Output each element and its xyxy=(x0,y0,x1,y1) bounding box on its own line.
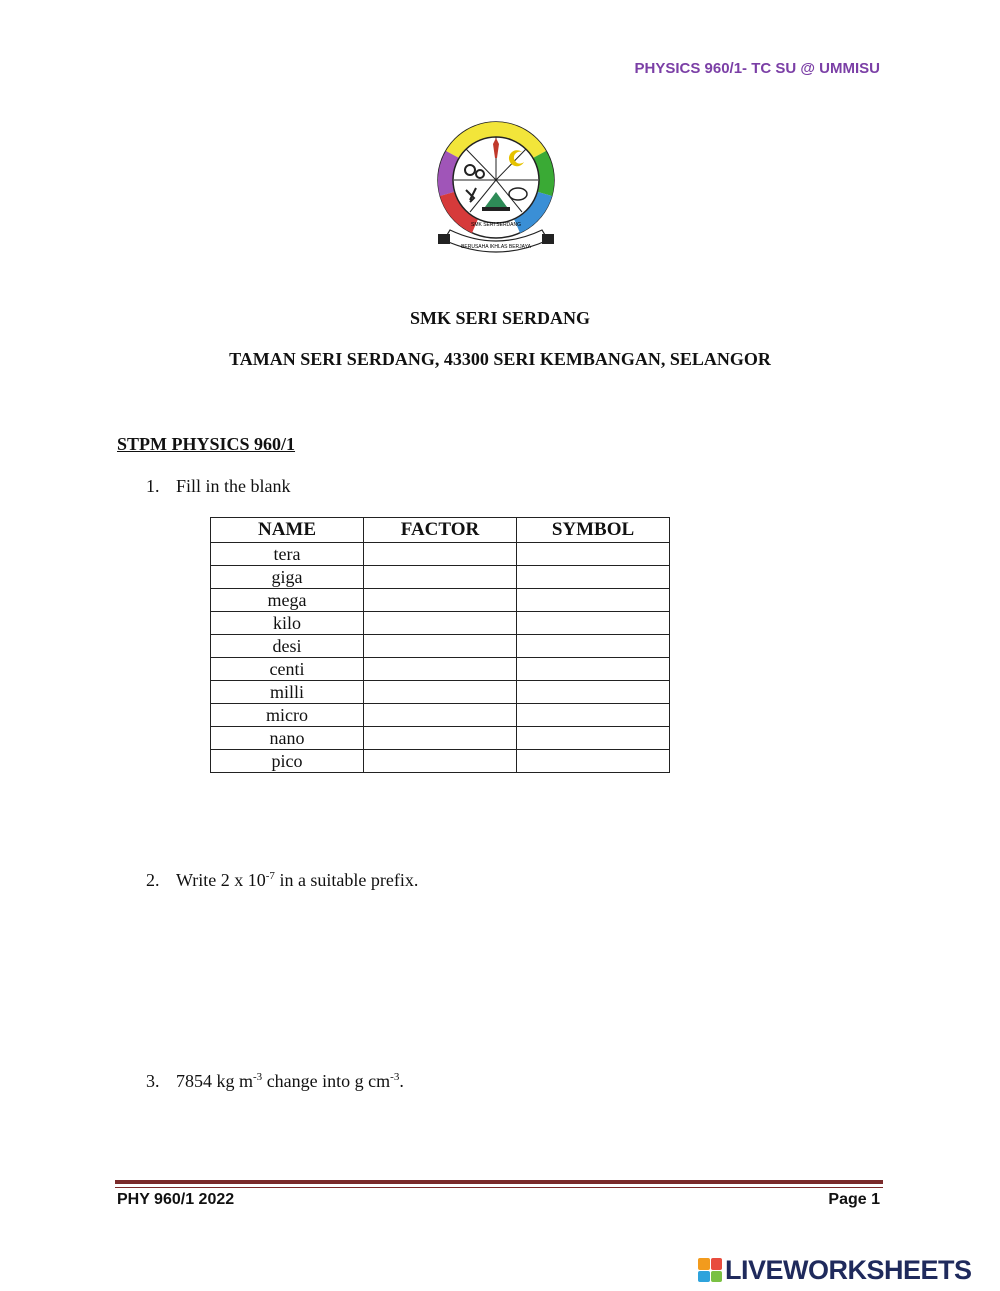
table-row xyxy=(211,612,670,635)
table-row xyxy=(211,681,670,704)
prefix-name: micro xyxy=(211,704,364,727)
prefix-table xyxy=(210,517,670,773)
symbol-blank[interactable] xyxy=(517,704,670,727)
prefix-name: giga xyxy=(211,566,364,589)
symbol-blank[interactable] xyxy=(517,635,670,658)
table-row xyxy=(211,750,670,773)
question-text-tail: . xyxy=(399,1071,404,1091)
section-title: STPM PHYSICS 960/1 xyxy=(117,434,296,454)
question-text: 7854 kg m xyxy=(176,1071,254,1091)
symbol-blank[interactable] xyxy=(517,543,670,566)
prefix-name: pico xyxy=(211,750,364,773)
crest-motto: BERUSAHA IKHLAS BERJAYA xyxy=(461,244,531,250)
symbol-blank[interactable] xyxy=(517,681,670,704)
brand-name: LIVEWORKSHEETS xyxy=(725,1254,972,1285)
symbol-blank[interactable] xyxy=(517,612,670,635)
question-1 xyxy=(146,476,291,497)
prefix-name: centi xyxy=(211,658,364,681)
table-row xyxy=(211,727,670,750)
symbol-blank[interactable] xyxy=(517,750,670,773)
header-factor: FACTOR xyxy=(364,518,517,543)
question-3 xyxy=(146,1071,404,1092)
factor-blank[interactable] xyxy=(364,543,517,566)
school-address: TAMAN SERI SERDANG, 43300 SERI KEMBANGAN, SELANGOR xyxy=(229,349,771,369)
prefix-name: tera xyxy=(211,543,364,566)
symbol-blank[interactable] xyxy=(517,727,670,750)
table-row xyxy=(211,704,670,727)
exponent: -7 xyxy=(265,870,275,882)
header-tag: PHYSICS 960/1- TC SU @ UMMISU xyxy=(634,60,880,77)
liveworksheets-icon xyxy=(698,1258,722,1282)
factor-blank[interactable] xyxy=(364,612,517,635)
footer-rule xyxy=(115,1180,883,1184)
prefix-name: desi xyxy=(211,635,364,658)
question-text: Write 2 x 10 xyxy=(176,870,266,890)
table-row xyxy=(211,658,670,681)
table-row xyxy=(211,543,670,566)
question-number: 3. xyxy=(146,1071,160,1091)
exponent: -3 xyxy=(390,1071,400,1083)
factor-blank[interactable] xyxy=(364,727,517,750)
prefix-name: kilo xyxy=(211,612,364,635)
page-number: Page 1 xyxy=(828,1191,880,1208)
factor-blank[interactable] xyxy=(364,589,517,612)
symbol-blank[interactable] xyxy=(517,566,670,589)
factor-blank[interactable] xyxy=(364,704,517,727)
school-name: SMK SERI SERDANG xyxy=(409,308,591,328)
table-row xyxy=(211,635,670,658)
header-name: NAME xyxy=(211,518,364,543)
header-symbol: SYMBOL xyxy=(517,518,670,543)
prefix-name: nano xyxy=(211,727,364,750)
factor-blank[interactable] xyxy=(364,750,517,773)
question-number: 2. xyxy=(146,870,160,890)
footer-rule-thin xyxy=(115,1187,883,1188)
symbol-blank[interactable] xyxy=(517,658,670,681)
footer-course-code: PHY 960/1 2022 xyxy=(117,1191,235,1208)
question-text: Fill in the blank xyxy=(176,476,291,496)
factor-blank[interactable] xyxy=(364,635,517,658)
factor-blank[interactable] xyxy=(364,658,517,681)
table-row xyxy=(211,589,670,612)
question-text-mid: change into g cm xyxy=(262,1071,391,1091)
factor-blank[interactable] xyxy=(364,681,517,704)
prefix-name: milli xyxy=(211,681,364,704)
table-row xyxy=(211,566,670,589)
liveworksheets-logo[interactable] xyxy=(698,1254,972,1286)
prefix-name: mega xyxy=(211,589,364,612)
symbol-blank[interactable] xyxy=(517,589,670,612)
exponent: -3 xyxy=(253,1071,263,1083)
factor-blank[interactable] xyxy=(364,566,517,589)
school-crest-icon xyxy=(430,112,562,260)
crest-banner: SMK SERI SERDANG xyxy=(470,222,522,228)
table-header-row xyxy=(211,518,670,543)
question-2 xyxy=(146,870,418,891)
question-text-tail: in a suitable prefix. xyxy=(274,870,419,890)
question-number: 1. xyxy=(146,476,160,496)
